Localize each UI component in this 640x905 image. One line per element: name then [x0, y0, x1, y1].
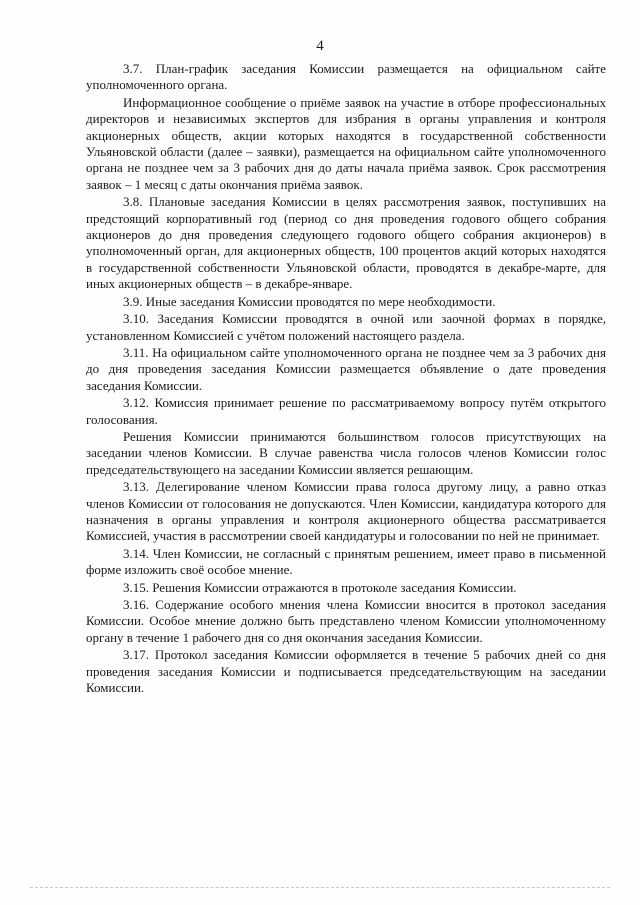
paragraph-3-12: 3.12. Комиссия принимает решение по рассматриваемому вопросу путём открытого голосования. — [86, 395, 606, 427]
paragraph-3-13: 3.13. Делегирование членом Комиссии права голоса другому лицу, а равно отказ членов Комиссии от голосования не допускаются. Член Комиссии, кандидатура которого для назначения в органы управления и контроля акционерного общества рассматривается Комиссией, участия в рассмотрении своей кандидатуры и голосовании по ней не принимает. — [86, 479, 606, 544]
scan-edge-line — [30, 887, 610, 888]
paragraph-application-notice: Информационное сообщение о приёме заявок на участие в отборе профессиональных директоров и независимых экспертов для избрания в органы управления и контроля акционерных обществ, акции которых находятся в государственной собственности Ульяновской области (далее – заявки), размещается на официальном сайте уполномоченного органа не позднее чем за 3 рабочих дня до даты начала приёма заявок. Срок рассмотрения заявок – 1 месяц с даты окончания приёма заявок. — [86, 94, 606, 192]
page-number: 4 — [316, 38, 324, 54]
paragraph-3-16: 3.16. Содержание особого мнения члена Комиссии вносится в протокол заседания Комиссии. Особое мнение должно быть представлено членом Комиссии уполномоченному органу в течение 1 рабочего дня со дня окончания заседания Комиссии. — [86, 597, 606, 645]
paragraph-3-14: 3.14. Член Комиссии, не согласный с принятым решением, имеет право в письменной форме изложить своё особое мнение. — [86, 545, 606, 578]
paragraph-3-9: 3.9. Иные заседания Комиссии проводятся по мере необходимости. — [123, 293, 496, 309]
paragraph-3-8: 3.8. Плановые заседания Комиссии в целях рассмотрения заявок, поступивших на предстоящий корпоративный год (период со дня проведения годового общего собрания акционеров до дня проведения следующего годового общего собрания акционеров) в уполномоченный орган, для акционерных обществ, 100 процентов акций которых находятся в государственной собственности Ульяновской области, проводятся в декабре-марте, для иных акционерных обществ – в декабре-январе. — [86, 194, 606, 292]
paragraph-3-11: 3.11. На официальном сайте уполномоченного органа не позднее чем за 3 рабочих дня до дня проведения заседания Комиссии размещается объявление о дате проведения заседания Комиссии. — [86, 344, 606, 393]
paragraph-decisions: Решения Комиссии принимаются большинством голосов присутствующих на заседании членов Комиссии. В случае равенства числа голосов членов Комиссии голос председательствующего на заседании Комиссии является решающим. — [86, 428, 606, 477]
paragraph-3-15: 3.15. Решения Комиссии отражаются в протоколе заседания Комиссии. — [123, 579, 517, 595]
paragraph-3-10: 3.10. Заседания Комиссии проводятся в очной или заочной формах в порядке, установленном Комиссией с учётом положений настоящего раздела. — [86, 311, 606, 343]
document-body — [86, 61, 606, 696]
paragraph-3-17: 3.17. Протокол заседания Комиссии оформляется в течение 5 рабочих дней со дня проведения заседания Комиссии и подписывается председательствующим на заседании Комиссии. — [86, 647, 606, 696]
paragraph-3-7: 3.7. План-график заседания Комиссии размещается на официальном сайте уполномоченного органа. — [86, 61, 606, 93]
